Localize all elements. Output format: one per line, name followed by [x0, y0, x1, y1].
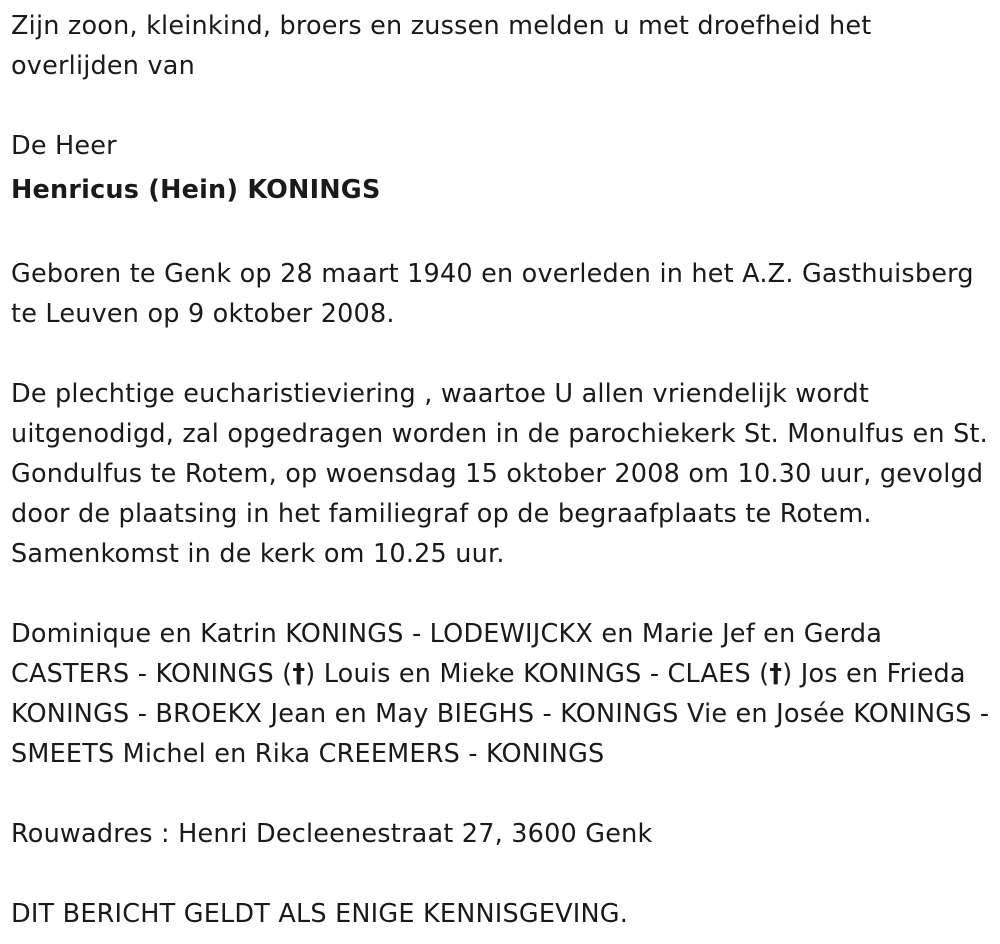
family-text-part-1: Dominique en Katrin KONINGS - LODEWIJCKX en Marie Jef en Gerda CASTERS - KONINGS (	[11, 619, 883, 689]
family-list	[11, 614, 996, 774]
family-text-part-3: ) Jos en Frieda KONINGS - BROEKX Jean en May BIEGHS - KONINGS Vie en Josée KONINGS - SMEETS Michel en Rika CREEMERS - KONINGS	[11, 659, 990, 769]
birth-death-text: Geboren te Genk op 28 maart 1940 en overleden in het A.Z. Gasthuisberg te Leuven op 9 oktober 2008.	[11, 259, 974, 329]
spacer	[11, 86, 996, 126]
salutation: De Heer	[11, 131, 117, 161]
ceremony-text: De plechtige eucharistieviering , waartoe U allen vriendelijk wordt uitgenodigd, zal opgedragen worden in de parochiekerk St. Monulfus en St. Gondulfus te Rotem, op woensdag 15 oktober 2008 om 10.30 uur, gevolgd door de plaatsing in het familiegraf op de begraafplaats te Rotem. Samenkomst in de kerk om 10.25 uur.	[11, 379, 988, 569]
cross-icon: †	[769, 659, 783, 689]
intro-text: Zijn zoon, kleinkind, broers en zussen melden u met droefheid het overlijden van	[11, 11, 872, 81]
family-text-part-2: ) Louis en Mieke KONINGS - CLAES (	[305, 659, 770, 689]
cross-icon: †	[292, 659, 306, 689]
closing-statement: DIT BERICHT GELDT ALS ENIGE KENNISGEVING.	[11, 899, 629, 929]
mourning-address: Rouwadres : Henri Decleenestraat 27, 3600 Genk	[11, 819, 653, 849]
spacer	[11, 214, 996, 254]
death-notice	[11, 6, 996, 934]
spacer	[11, 774, 996, 814]
spacer	[11, 574, 996, 614]
spacer	[11, 854, 996, 894]
deceased-name: Henricus (Hein) KONINGS	[11, 175, 381, 205]
spacer	[11, 334, 996, 374]
